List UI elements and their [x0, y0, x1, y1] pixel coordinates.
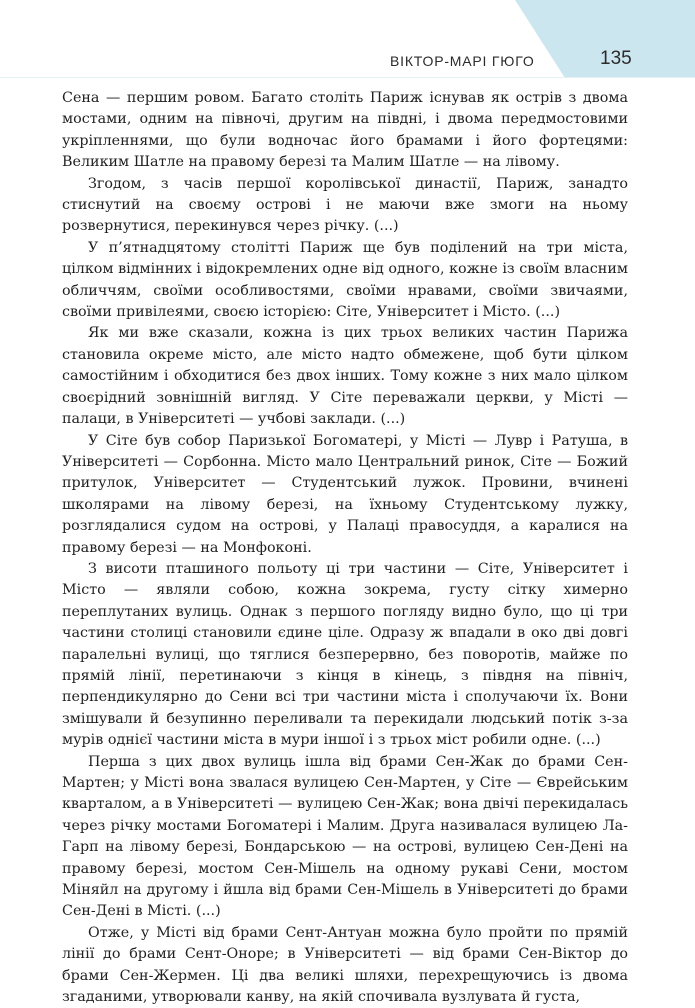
- paragraph-3: У п’ятнадцятому столітті Париж ще був поділений на три міста, цілком відмінних і відокремлених одне від одного, кожне із своїм власним обличчям, своїми особливостями, своїми нравами, своїми звичаями, своїми привілеями, своєю історією: Сіте, Університет і Місто. (...): [62, 239, 628, 321]
- paragraph-6: З висоти пташиного польоту ці три частини — Сіте, Університет і Місто — являли собою, кожна зокрема, густу сітку химерно переплутаних вулиць. Однак з першого погляду видно було, що ці три частини столиці становили єдине ціле. Одразу ж впадали в око дві довгі паралельні вулиці, що тяглися безперервно, без поворотів, майже по прямій лінії, перетинаючи з кінця в кінець, з півдня на північ, перпендикулярно до Сени всі три частини міста і сполучаючи їх. Вони змішували й безупинно переливали та перекидали людський потік з-за мурів однієї частини міста в мури іншої і з трьох міст робили одне. (...): [62, 560, 628, 749]
- page-number: 135: [600, 48, 632, 69]
- paragraph-7: Перша з цих двох вулиць ішла від брами Сен-Жак до брами Сен-Мартен; у Місті вона звалася вулицею Сен-Мартен, у Сіте — Єврейським кварталом, а в Університеті — вулицею Сен-Жак; вона двічі перекидалась через річку мостами Богоматері і Малим. Друга називалася вулицею Ла-Гарп на лівому березі, Бондарською — на острові, вулицею Сен-Дені на правому березі, мостом Сен-Мішель на одному рукаві Сени, мостом Міняйл на другому і йшла від брами Сен-Мішель в Університеті до брами Сен-Дені в Місті. (...): [62, 753, 628, 920]
- paragraph-4: Як ми вже сказали, кожна із цих трьох великих частин Парижа становила окреме місто, але місто надто обмежене, щоб бути цілком самостійним і обходитися без двох інших. Тому кожне з них мало цілком своєрідний зовнішній вигляд. У Сіте переважали церкви, у Місті — палаци, в Університеті — учбові заклади. (...): [62, 325, 628, 428]
- paragraph-8: Отже, у Місті від брами Сент-Антуан можна було пройти по прямій лінії до брами Сент-Оноре; в Університеті — від брами Сен-Віктор до брами Сен-Жермен. Ці два великі шляхи, перехрещуючись із двома згаданими, утворювали канву, на якій спочивала вузлувата й густа,: [62, 924, 628, 1006]
- header-rule: [0, 77, 695, 78]
- paragraph-1: Сена — першим ровом. Багато століть Париж існував як острів з двома мостами, одним на півночі, другим на півдні, і двома передмостовими укріпленнями, що були водночас його брамами і його фортецями: Великим Шатле на правому березі та Малим Шатле — на лівому.: [62, 90, 628, 171]
- running-title: ВІКТОР-МАРІ ГЮГО: [390, 53, 535, 69]
- body-text: [62, 88, 628, 1008]
- paragraph-5: У Сіте був собор Паризької Богоматері, у Місті — Лувр і Ратуша, в Університеті — Сорбонна. Місто мало Центральний ринок, Сіте — Божий притулок, Університет — Студентський лужок. Провини, вчинені школярами на лівому березі, на їхньому Студентському лужку, розглядалися судом на острові, у Палаці правосуддя, а каралися на правому березі — на Монфоконі.: [62, 432, 628, 556]
- paragraph-2: Згодом, з часів першої королівської династії, Париж, занадто стиснутий на своєму острові і не маючи вже змоги на ньому розвернутися, перекинувся через річку. (...): [62, 175, 628, 235]
